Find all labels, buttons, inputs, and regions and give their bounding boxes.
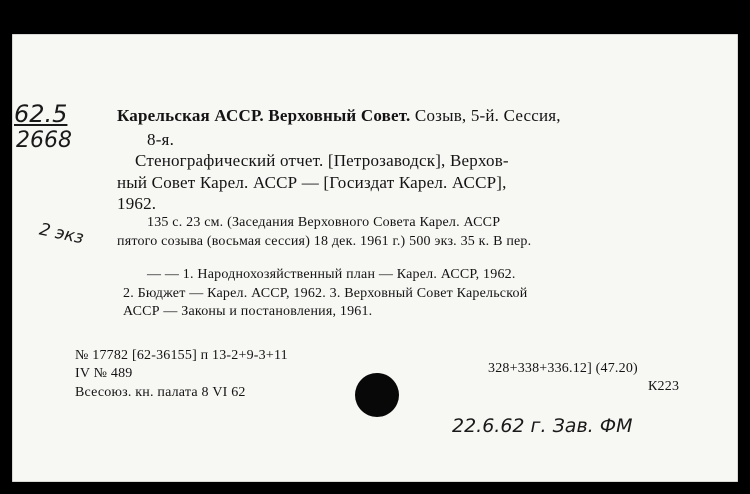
call-number-bottom: 2668	[16, 128, 72, 153]
heading-rest: Созыв, 5-й. Сессия,	[410, 106, 561, 125]
title-line-3: 1962.	[117, 194, 157, 213]
heading-bold: Карельская АССР. Верховный Совет.	[117, 106, 411, 125]
margin-note: 2 экз	[37, 219, 86, 249]
collation-line-1: 135 с. 23 см. (Заседания Верховного Совета Карел. АССР	[147, 215, 501, 230]
collation-line-2: пятого созыва (восьмая сессия) 18 дек. 1961 г.) 500 экз. 35 к. В пер.	[117, 234, 532, 249]
classification-index: 328+338+336.12] (47.20)	[488, 361, 638, 376]
record-number: № 17782 [62-36155] п 13-2+9-3+11	[75, 348, 288, 363]
catalog-card	[12, 34, 738, 482]
bottom-handwritten-note: 22.6.62 г. Зав. ФМ	[452, 415, 633, 437]
subjects-line-3: АССР — Законы и постановления, 1961.	[123, 304, 373, 319]
chamber-stamp: Всесоюз. кн. палата 8 VI 62	[75, 385, 246, 400]
entry-heading	[117, 106, 561, 126]
call-number-top: 62.5	[14, 100, 68, 128]
title-line-1: Стенографический отчет. [Петрозаводск], Верхов-	[135, 151, 509, 170]
heading-line-2: 8-я.	[147, 130, 175, 149]
subjects-line-2: 2. Бюджет — Карел. АССР, 1962. 3. Верховный Совет Карельской	[123, 286, 528, 301]
series-number: IV № 489	[75, 366, 133, 381]
title-line-2: ный Совет Карел. АССР — [Госиздат Карел. АССР],	[117, 173, 507, 192]
author-mark: К223	[648, 379, 680, 394]
punch-hole	[355, 373, 399, 417]
subjects-line-1: — — 1. Народнохозяйственный план — Карел. АССР, 1962.	[147, 267, 516, 282]
